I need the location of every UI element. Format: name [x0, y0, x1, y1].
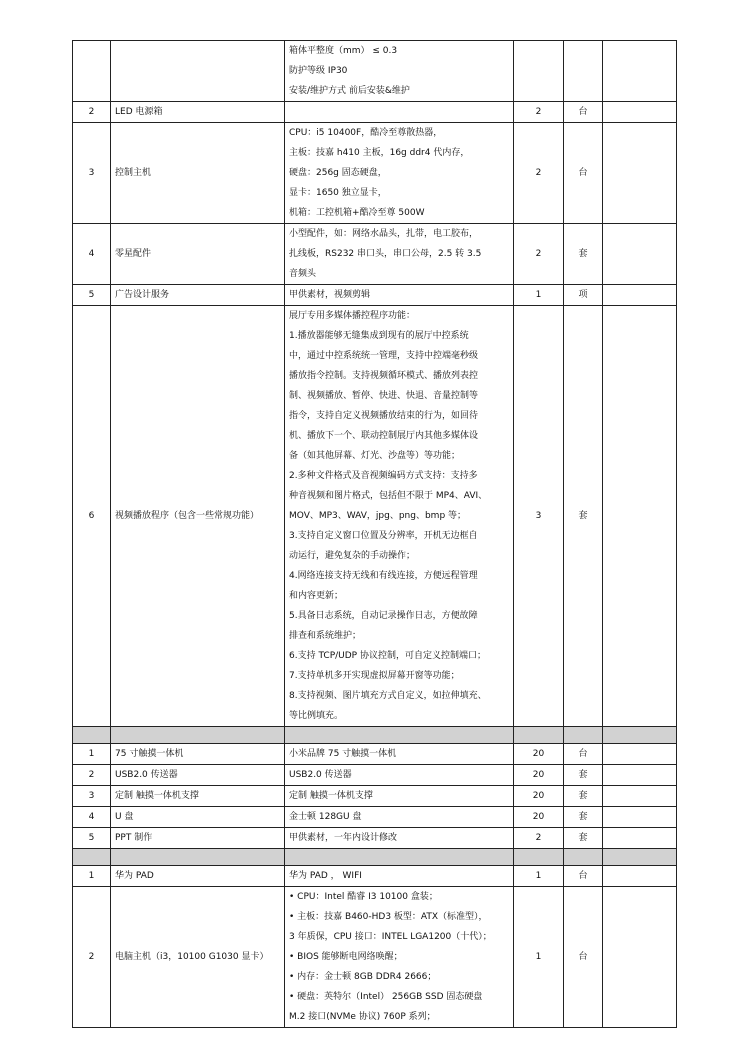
spec-line: 和内容更新；: [289, 591, 344, 601]
spec-line: 7.支持单机多开实现虚拟屏幕开窗等功能；: [289, 671, 460, 681]
row-number-cell: 6: [73, 306, 111, 727]
unit-cell: 台: [564, 744, 603, 765]
unit-cell: 项: [564, 285, 603, 306]
spec-line: 机箱：工控机箱+酷冷至尊 500W: [289, 208, 425, 218]
spec-cell: [285, 887, 514, 1028]
quantity-cell: 1: [514, 866, 564, 887]
table-row: [73, 285, 677, 306]
spec-cell: [285, 306, 514, 727]
item-name-cell: 广告设计服务: [111, 285, 285, 306]
spec-cell: [285, 41, 514, 102]
item-name-cell: LED 电源箱: [111, 102, 285, 123]
spec-cell: [285, 765, 514, 786]
spec-line: 5.具备日志系统，自动记录操作日志，方便故障: [289, 611, 478, 621]
row-number-cell: 4: [73, 224, 111, 285]
spec-cell: [285, 744, 514, 765]
item-name-cell: 零星配件: [111, 224, 285, 285]
unit-cell: 台: [564, 866, 603, 887]
separator-cell: [73, 727, 111, 744]
spec-line: 扎线板，RS232 串口头，串口公母，2.5 转 3.5: [289, 249, 482, 259]
table-row: [73, 828, 677, 849]
spec-cell: [285, 807, 514, 828]
item-name-cell: 定制 触摸一体机支撑: [111, 786, 285, 807]
table-row: [73, 123, 677, 224]
remark-cell: [603, 224, 677, 285]
spec-line: 小米品牌 75 寸触摸一体机: [289, 749, 397, 759]
remark-cell: [603, 786, 677, 807]
item-name-cell: U 盘: [111, 807, 285, 828]
table-row: [73, 807, 677, 828]
separator-cell: [514, 849, 564, 866]
quantity-cell: 2: [514, 224, 564, 285]
row-number-cell: 5: [73, 285, 111, 306]
quantity-cell: 3: [514, 306, 564, 727]
spec-line: USB2.0 传送器: [289, 770, 352, 780]
quantity-cell: 20: [514, 807, 564, 828]
item-name-cell: 视频播放程序（包含一些常规功能）: [111, 306, 285, 727]
remark-cell: [603, 744, 677, 765]
spec-cell: [285, 866, 514, 887]
row-number-cell: 3: [73, 123, 111, 224]
quantity-cell: 20: [514, 744, 564, 765]
spec-line: 3 年质保，CPU 接口：INTEL LGA1200（十代）；: [289, 932, 492, 942]
remark-cell: [603, 765, 677, 786]
row-number-cell: 4: [73, 807, 111, 828]
quantity-cell: 20: [514, 765, 564, 786]
spec-line: 防护等级 IP30: [289, 66, 348, 76]
unit-cell: 台: [564, 123, 603, 224]
spec-line: 华为 PAD ， WIFI: [289, 871, 362, 881]
spec-line: CPU：i5 10400F，酷冷至尊散热器，: [289, 128, 443, 138]
unit-cell: 套: [564, 828, 603, 849]
spec-line: 金士顿 128GU 盘: [289, 812, 362, 822]
spec-line: 机、播放下一个、联动控制展厅内其他多媒体设: [289, 431, 479, 441]
item-name-cell: [111, 41, 285, 102]
table-row: [73, 786, 677, 807]
table-row: [73, 102, 677, 123]
remark-cell: [603, 807, 677, 828]
equipment-table: [72, 40, 677, 1028]
spec-line: 指令，支持自定义视频播放结束的行为，如回待: [289, 411, 479, 421]
spec-line: 甲供素材，视频剪辑: [289, 290, 371, 300]
unit-cell: 台: [564, 887, 603, 1028]
unit-cell: 套: [564, 765, 603, 786]
section-separator-row: [73, 727, 677, 744]
row-number-cell: 3: [73, 786, 111, 807]
remark-cell: [603, 306, 677, 727]
quantity-cell: [514, 41, 564, 102]
spec-line: 等比例填充。: [289, 711, 344, 721]
row-number-cell: [73, 41, 111, 102]
spec-line: 小型配件，如：网络水晶头，扎带，电工胶布，: [289, 229, 479, 239]
spec-cell: [285, 828, 514, 849]
row-number-cell: 5: [73, 828, 111, 849]
spec-line: 4.网络连接支持无线和有线连接，方便远程管理: [289, 571, 478, 581]
item-name-cell: 华为 PAD: [111, 866, 285, 887]
spec-line: 箱体平整度（mm） ≤ 0.3: [289, 46, 398, 56]
item-name-cell: 75 寸触摸一体机: [111, 744, 285, 765]
remark-cell: [603, 887, 677, 1028]
quantity-cell: 2: [514, 123, 564, 224]
table-row: [73, 887, 677, 1028]
unit-cell: [564, 41, 603, 102]
quantity-cell: 20: [514, 786, 564, 807]
spec-cell: [285, 285, 514, 306]
spec-line: 显卡：1650 独立显卡，: [289, 188, 387, 198]
separator-cell: [285, 849, 514, 866]
spec-line: 2.多种文件格式及音视频编码方式支持：支持多: [289, 471, 478, 481]
unit-cell: 套: [564, 786, 603, 807]
quantity-cell: 2: [514, 828, 564, 849]
table-row: [73, 866, 677, 887]
spec-line: 1.播放器能够无缝集成到现有的展厅中控系统: [289, 331, 469, 341]
row-number-cell: 2: [73, 102, 111, 123]
spec-line: 中，通过中控系统统一管理，支持中控端毫秒级: [289, 351, 479, 361]
row-number-cell: 2: [73, 887, 111, 1028]
separator-cell: [111, 849, 285, 866]
spec-line: • BIOS 能够断电网络唤醒；: [289, 952, 403, 962]
item-name-cell: 控制主机: [111, 123, 285, 224]
remark-cell: [603, 41, 677, 102]
spec-line: MOV、MP3、WAV，jpg、png、bmp 等；: [289, 511, 467, 521]
remark-cell: [603, 102, 677, 123]
table-row: [73, 224, 677, 285]
separator-cell: [285, 727, 514, 744]
spec-cell: [285, 123, 514, 224]
table-row: [73, 306, 677, 727]
row-number-cell: 2: [73, 765, 111, 786]
separator-cell: [514, 727, 564, 744]
spec-line: 制、视频播放、暂停、快进、快退、音量控制等: [289, 391, 479, 401]
table-body: [73, 41, 677, 1028]
spec-line: 安装/维护方式 前后安装&维护: [289, 86, 410, 96]
separator-cell: [603, 849, 677, 866]
spec-cell: [285, 102, 514, 123]
section-separator-row: [73, 849, 677, 866]
row-number-cell: 1: [73, 866, 111, 887]
spec-line: • 主板：技嘉 B460-HD3 板型：ATX（标准型），: [289, 912, 488, 922]
unit-cell: 套: [564, 807, 603, 828]
remark-cell: [603, 285, 677, 306]
spec-cell: [285, 786, 514, 807]
separator-cell: [73, 849, 111, 866]
quantity-cell: 2: [514, 102, 564, 123]
row-number-cell: 1: [73, 744, 111, 765]
spec-line: • CPU：Intel 酷睿 I3 10100 盒装；: [289, 892, 438, 902]
spec-line: 主板：技嘉 h410 主板，16g ddr4 代内存，: [289, 148, 470, 158]
remark-cell: [603, 866, 677, 887]
spec-cell: [285, 224, 514, 285]
unit-cell: 台: [564, 102, 603, 123]
spec-line: 6.支持 TCP/UDP 协议控制，可自定义控制端口；: [289, 651, 486, 661]
spec-line: 定制 触摸一体机支撑: [289, 791, 373, 801]
spec-line: 播放指令控制。支持视频循环模式、播放列表控: [289, 371, 479, 381]
spec-line: 3.支持自定义窗口位置及分辨率，开机无边框自: [289, 531, 478, 541]
spec-line: 音频头: [289, 269, 317, 279]
spec-line: 8.支持视频、图片填充方式自定义，如拉伸填充、: [289, 691, 487, 701]
unit-cell: 套: [564, 224, 603, 285]
spec-line: 动运行，避免复杂的手动操作；: [289, 551, 416, 561]
remark-cell: [603, 828, 677, 849]
spec-line: • 硬盘：英特尔（Intel） 256GB SSD 固态硬盘: [289, 992, 483, 1002]
spec-line: 甲供素材，一年内设计修改: [289, 833, 398, 843]
table-row: [73, 744, 677, 765]
quantity-cell: 1: [514, 887, 564, 1028]
item-name-cell: USB2.0 传送器: [111, 765, 285, 786]
remark-cell: [603, 123, 677, 224]
item-name-cell: 电脑主机（i3，10100 G1030 显卡）: [111, 887, 285, 1028]
separator-cell: [111, 727, 285, 744]
quantity-cell: 1: [514, 285, 564, 306]
separator-cell: [564, 849, 603, 866]
spec-line: 排查和系统维护；: [289, 631, 362, 641]
spec-line: 展厅专用多媒体播控程序功能：: [289, 311, 416, 321]
spec-line: M.2 接口(NVMe 协议) 760P 系列；: [289, 1012, 436, 1022]
table-row: [73, 41, 677, 102]
spec-line: 备（如其他屏幕、灯光、沙盘等）等功能；: [289, 451, 461, 461]
table-row: [73, 765, 677, 786]
spec-line: 种音视频和图片格式，包括但不限于 MP4、AVI、: [289, 491, 488, 501]
spec-line: 硬盘：256g 固态硬盘，: [289, 168, 387, 178]
separator-cell: [603, 727, 677, 744]
spec-line: • 内存：金士顿 8GB DDR4 2666；: [289, 972, 437, 982]
item-name-cell: PPT 制作: [111, 828, 285, 849]
separator-cell: [564, 727, 603, 744]
unit-cell: 套: [564, 306, 603, 727]
